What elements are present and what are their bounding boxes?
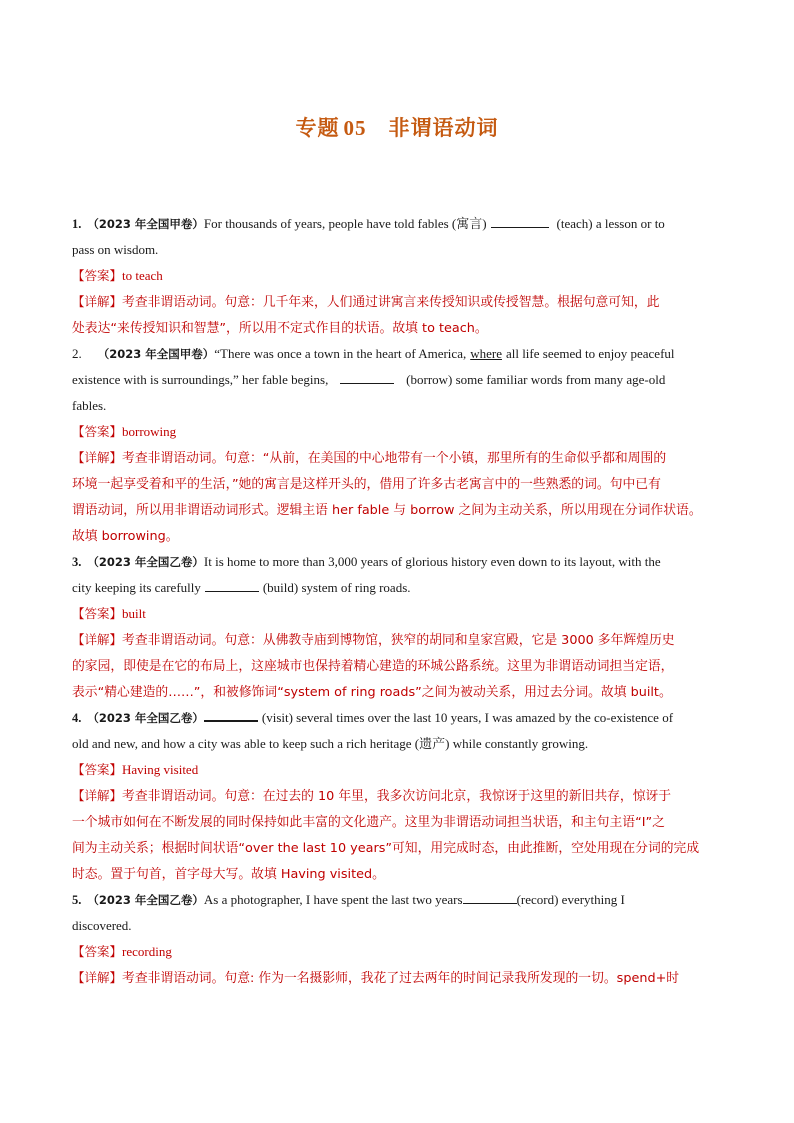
detail-line [72,835,724,861]
answer-blank [340,369,394,384]
detail-label: 【详解】 [72,450,123,465]
answer-label: 【答案】 [72,944,123,959]
answer-blank [463,889,517,904]
answer-line [72,939,724,965]
answer-line [72,419,724,445]
stem-line [72,393,724,419]
stem-text: It is home to more than 3,000 years of glorious history even down to its layout, with the [203,554,661,569]
detail-text: 考查非谓语动词。句意：从佛教寺庙到博物馆，狭窄的胡同和皇家宫殿，它是 3000 多年辉煌历史 [122,633,675,648]
detail-text: 考查非谓语动词。句意：几千年来，人们通过讲寓言来传授知识或传授智慧。根据句意可知，此 [122,295,660,310]
question-number: 5. [72,893,82,907]
question-source: （2023 年全国乙卷） [87,555,204,569]
detail-line [72,783,724,809]
answer-label: 【答案】 [72,606,123,621]
detail-line [72,627,724,653]
question-stem [72,549,724,575]
detail-label: 【详解】 [72,632,123,647]
question-stem [72,705,724,731]
detail-line [72,861,724,887]
stem-text: (teach) a lesson or to [556,216,665,231]
question-3 [72,549,724,705]
question-source: （2023 年全国甲卷） [97,347,215,361]
answer-blank [204,706,258,722]
stem-line [72,237,724,263]
detail-label: 【详解】 [72,294,123,309]
stem-text: fables. [72,398,107,413]
question-source: （2023 年全国乙卷） [87,893,204,907]
question-number: 3. [72,555,82,569]
detail-line [72,653,724,679]
stem-text: As a photographer, I have spent the last two years [203,892,463,907]
page-title [0,112,794,142]
answer-text: to teach [122,268,163,283]
detail-text: 考查非谓语动词。句意：“从前，在美国的中心地带有一个小镇，那里所有的生命似乎都和周围的 [122,451,667,466]
stem-text: discovered. [72,918,132,933]
question-stem [72,887,724,913]
detail-label: 【详解】 [72,788,123,803]
answer-line [72,757,724,783]
stem-line [72,575,724,601]
title-number: 05 [343,116,367,140]
answer-label: 【答案】 [72,762,123,777]
question-list [72,211,724,991]
detail-text: 环境一起享受着和平的生活，”她的寓言是这样开头的，借用了许多古老寓言中的一些熟悉的词。句中已有 [72,477,661,492]
question-stem [72,211,724,237]
detail-text: 的家园，即使是在它的布局上，这座城市也保持着精心建造的环城公路系统。这里为非谓语动词担当定语， [72,659,674,674]
stem-line [72,367,724,393]
stem-text: (record) everything I [516,892,625,907]
question-4 [72,705,724,887]
detail-line [72,445,724,471]
detail-line [72,523,724,549]
answer-blank [205,577,259,592]
answer-label: 【答案】 [72,424,123,439]
stem-text: “There was once a town in the heart of America, [214,346,467,361]
detail-line [72,497,724,523]
detail-text: 考查非谓语动词。句意：在过去的 10 年里，我多次访问北京，我惊讶于这里的新旧共存，惊讶于 [122,789,672,804]
question-5 [72,887,724,991]
detail-line [72,315,724,341]
answer-line [72,601,724,627]
answer-text: borrowing [122,424,177,439]
detail-line [72,679,724,705]
stem-text: (build) system of ring roads. [262,580,411,595]
answer-text: built [122,606,146,621]
detail-text: 一个城市如何在不断发展的同时保持如此丰富的文化遗产。这里为非谓语动词担当状语，和主句主语“I”之 [72,815,665,830]
question-number: 4. [72,711,82,725]
detail-text: 考查非谓语动词。句意: 作为一名摄影师，我花了过去两年的时间记录我所发现的一切。spend+时 [122,971,680,986]
stem-text: (borrow) some familiar words from many age-old [406,372,666,387]
stem-text: existence with is surroundings,” her fable begins, [72,372,329,387]
stem-text: all life seemed to enjoy peaceful [505,346,675,361]
stem-text: For thousands of years, people have told fables (寓言) [203,216,487,231]
detail-text: 时态。置于句首，首字母大写。故填 Having visited。 [72,867,385,882]
question-number: 1. [72,217,82,231]
answer-text: Having visited [122,762,199,777]
detail-text: 表示“精心建造的……”，和被修饰词“system of ring roads”之间为被动关系，用过去分词。故填 built。 [72,685,672,700]
detail-line [72,471,724,497]
detail-label: 【详解】 [72,970,123,985]
question-source: （2023 年全国甲卷） [87,217,204,231]
detail-text: 间为主动关系；根据时间状语“over the last 10 years”可知，用完成时态，由此推断，空处用现在分词的完成 [72,841,700,856]
detail-line [72,289,724,315]
title-prefix: 专题 [295,116,340,140]
answer-blank [491,213,549,228]
stem-line [72,913,724,939]
question-1 [72,211,724,341]
answer-text: recording [122,944,172,959]
question-number: 2. [72,346,82,361]
stem-text: old and new, and how a city was able to keep such a rich heritage (遗产) while constantly growing. [72,736,589,751]
question-stem [72,341,724,367]
stem-line [72,731,724,757]
underlined-word: where [470,346,502,361]
detail-text: 处表达“来传授知识和智慧”，所以用不定式作目的状语。故填 to teach。 [72,321,488,336]
detail-text: 谓语动词，所以用非谓语动词形式。逻辑主语 her fable 与 borrow 之间为主动关系，所以用现在分词作状语。 [72,503,702,518]
stem-text: city keeping its carefully [72,580,201,595]
detail-line [72,965,724,991]
stem-text: pass on wisdom. [72,242,159,257]
title-main: 非谓语动词 [388,116,499,140]
detail-text: 故填 borrowing。 [72,529,179,544]
question-2 [72,341,724,549]
question-source: （2023 年全国乙卷） [87,711,204,725]
answer-label: 【答案】 [72,268,123,283]
answer-line [72,263,724,289]
detail-line [72,809,724,835]
stem-text: (visit) several times over the last 10 years, I was amazed by the co-existence of [261,710,674,725]
